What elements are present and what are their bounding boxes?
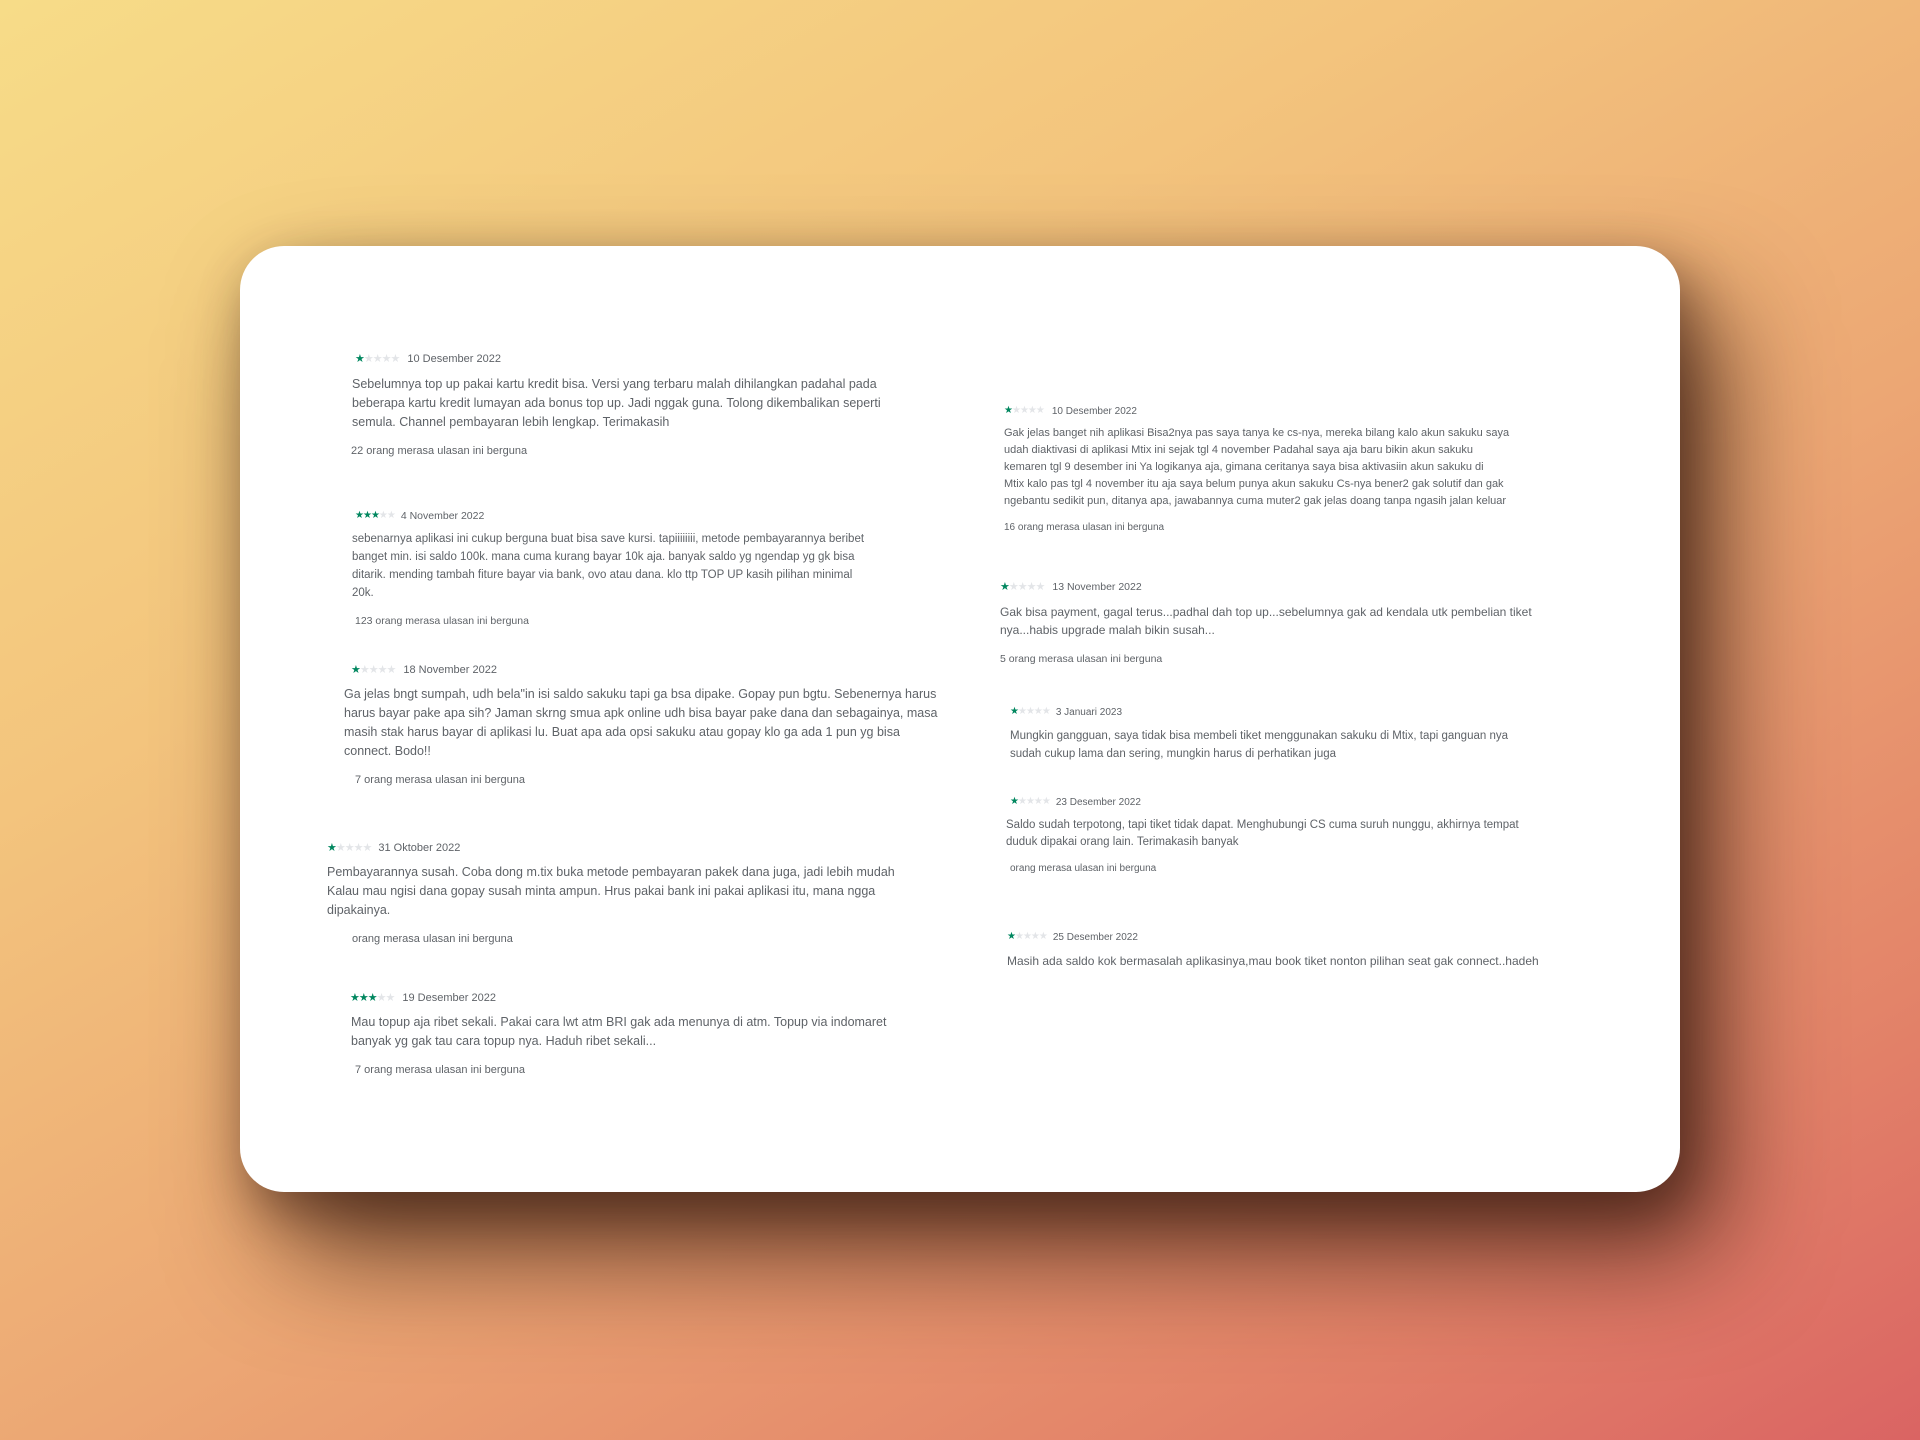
star-icon: ★ (1033, 796, 1042, 807)
star-rating (1010, 797, 1050, 807)
star-icon: ★ (355, 352, 364, 365)
helpful-count: 7 orang merasa ulasan ini berguna (355, 774, 526, 786)
star-icon: ★ (1022, 931, 1031, 942)
star-icon: ★ (386, 510, 395, 521)
review-text-line: udah diaktivasi di aplikasi Mtix ini sejak tgl 4 november Padahal saya aja baru bikin akun sakuku (1004, 444, 1473, 456)
review-text-line: ngebantu sedikit pun, ditanya apa, jawabannya cuma muter2 gak jelas doang tanpa ngasih jalan keluar (1004, 495, 1507, 507)
star-icon: ★ (1011, 405, 1020, 416)
review-meta (1010, 794, 1522, 810)
review-meta (1010, 704, 1532, 720)
review-card (1004, 403, 1552, 533)
review-meta (1000, 579, 1555, 595)
helpful-count: 7 orang merasa ulasan ini berguna (355, 1064, 526, 1076)
review-date: 23 Desember 2022 (1055, 796, 1141, 808)
review-card (1010, 704, 1532, 763)
review-text (352, 375, 881, 432)
star-rating (355, 354, 399, 365)
review-meta (1007, 929, 1552, 945)
star-icon: ★ (1041, 796, 1050, 807)
review-text-line: dipakainya. (327, 903, 391, 917)
star-icon: ★ (367, 991, 377, 1004)
review-text (344, 685, 938, 761)
review-date: 4 November 2022 (400, 510, 485, 522)
helpful-count: 123 orang merasa ulasan ini berguna (355, 615, 529, 627)
star-icon: ★ (1017, 796, 1026, 807)
review-text-line: 20k. (352, 587, 374, 599)
star-rating (355, 511, 395, 521)
star-icon: ★ (368, 663, 378, 676)
star-icon: ★ (363, 352, 373, 365)
star-icon: ★ (381, 352, 391, 365)
star-icon: ★ (1017, 580, 1027, 593)
review-card (1006, 794, 1522, 874)
review-card (327, 840, 895, 945)
review-card (352, 508, 865, 627)
review-card (1007, 929, 1552, 970)
review-text-line: Mungkin gangguan, saya tidak bisa membeli tiket menggunakan sakuku di Mtix, tapi ganguan nya (1010, 730, 1508, 742)
helpful-count: orang merasa ulasan ini berguna (1010, 863, 1157, 874)
star-icon: ★ (378, 510, 387, 521)
star-icon: ★ (1027, 405, 1036, 416)
helpful-count: 5 orang merasa ulasan ini berguna (1000, 653, 1163, 665)
review-text-line: Saldo sudah terpotong, tapi tiket tidak dapat. Menghubungi CS cuma suruh nunggu, akhirnya tempat (1006, 819, 1519, 831)
star-rating (351, 665, 395, 676)
review-meta (350, 990, 735, 1006)
review-text-line: Ga jelas bngt sumpah, udh bela"in isi saldo sakuku tapi ga bsa dipake. Gopay pun bgtu. Sebenernya harus (344, 687, 937, 701)
helpful-count: orang merasa ulasan ini berguna (352, 933, 513, 945)
review-meta (327, 840, 717, 856)
review-card (1000, 579, 1555, 665)
review-meta (1004, 403, 1552, 419)
star-icon: ★ (1038, 931, 1047, 942)
star-icon: ★ (390, 352, 400, 365)
review-text-line: banget min. isi saldo 100k. mana cuma kurang bayar 10k aja. banyak saldo yg ngendap yg gk bisa (352, 551, 855, 563)
review-text (352, 530, 865, 602)
star-rating (327, 843, 371, 854)
helpful-count: 16 orang merasa ulasan ini berguna (1004, 522, 1165, 533)
star-icon: ★ (350, 991, 359, 1004)
reviews-card (240, 246, 1680, 1192)
review-text-line: Kalau mau ngisi dana gopay susah minta ampun. Hrus pakai bank ini pakai aplikasi itu, mana ngga (327, 884, 876, 898)
star-icon: ★ (1007, 931, 1015, 942)
review-text-line: kemaren tgl 9 desember ini Ya logikanya aja, gimana ceritanya saya bisa aktivasiin akun sakuku di (1004, 461, 1484, 473)
star-icon: ★ (355, 510, 363, 521)
star-icon: ★ (335, 841, 345, 854)
star-icon: ★ (358, 991, 368, 1004)
review-meta (355, 351, 767, 367)
star-icon: ★ (1026, 580, 1036, 593)
review-date: 18 November 2022 (403, 664, 497, 676)
review-text (351, 1013, 887, 1051)
review-date: 3 Januari 2023 (1055, 706, 1123, 718)
star-icon: ★ (1041, 706, 1050, 717)
star-icon: ★ (359, 663, 369, 676)
review-text (327, 863, 895, 920)
review-card (351, 351, 881, 457)
review-text-line: sebenarnya aplikasi ini cukup berguna buat bisa save kursi. tapiiiiiiii, metode pembayarannya beribet (352, 533, 865, 545)
review-text-line: Gak jelas banget nih aplikasi Bisa2nya pas saya tanya ke cs-nya, mereka bilang kalo akun sakuku saya (1004, 427, 1510, 439)
review-text-line: Mtix kalo pas tgl 4 november itu aja saya belum punya akun sakuku Cs-nya bener2 gak solutif dan gak (1004, 478, 1504, 490)
star-icon: ★ (362, 841, 372, 854)
star-icon: ★ (1025, 796, 1034, 807)
review-meta (355, 508, 725, 524)
star-icon: ★ (351, 663, 360, 676)
review-text-line: nya...habis upgrade malah bikin susah... (1000, 623, 1215, 637)
star-icon: ★ (372, 352, 382, 365)
star-icon: ★ (327, 841, 336, 854)
review-text (1006, 817, 1522, 851)
review-text-line: semula. Channel pembayaran lebih lengkap. Terimakasih (352, 415, 670, 429)
star-icon: ★ (1035, 580, 1045, 593)
review-text-line: beberapa kartu kredit lumayan ada bonus top up. Jadi nggak guna. Tolong dikembalikan seperti (352, 396, 881, 410)
review-text-line: masih stak harus bayar di aplikasi lu. Buat apa ada opsi sakuku atau gopay klo ga ada 1 pun yg bisa (344, 725, 900, 739)
review-text (1004, 425, 1552, 510)
star-rating (1007, 932, 1047, 942)
review-date: 25 Desember 2022 (1052, 931, 1138, 943)
star-icon: ★ (1010, 706, 1018, 717)
review-text-line: banyak yg gak tau cara topup nya. Haduh ribet sekali... (351, 1034, 657, 1048)
star-icon: ★ (377, 663, 387, 676)
review-text-line: harus bayar pake apa sih? Jaman skrng smua apk online udh bisa bayar pake dana dan sebagainya, masa (344, 706, 938, 720)
review-meta (351, 662, 771, 678)
star-icon: ★ (1010, 796, 1018, 807)
star-rating (1004, 406, 1044, 416)
review-text (1007, 952, 1552, 970)
star-icon: ★ (1025, 706, 1034, 717)
star-icon: ★ (1033, 706, 1042, 717)
review-card (350, 990, 887, 1076)
star-icon: ★ (1035, 405, 1044, 416)
review-date: 10 Desember 2022 (1051, 405, 1137, 417)
review-text-line: sudah cukup lama dan sering, mungkin harus di perhatikan juga (1010, 748, 1337, 760)
star-icon: ★ (362, 510, 371, 521)
review-text-line: Masih ada saldo kok bermasalah aplikasinya,mau book tiket nonton pilihan seat gak connect..hadeh (1007, 954, 1539, 968)
star-icon: ★ (370, 510, 379, 521)
review-date: 19 Desember 2022 (402, 992, 496, 1004)
review-text-line: Mau topup aja ribet sekali. Pakai cara lwt atm BRI gak ada menunya di atm. Topup via indomaret (351, 1015, 887, 1029)
star-rating (350, 993, 394, 1004)
star-icon: ★ (376, 991, 386, 1004)
star-icon: ★ (1004, 405, 1012, 416)
review-text-line: Pembayarannya susah. Coba dong m.tix buka metode pembayaran pakek dana juga, jadi lebih mudah (327, 865, 895, 879)
review-card (344, 662, 938, 786)
star-rating (1000, 582, 1044, 593)
review-date: 10 Desember 2022 (407, 353, 501, 365)
star-icon: ★ (1008, 580, 1018, 593)
star-icon: ★ (1017, 706, 1026, 717)
review-text-line: duduk dipakai orang lain. Terimakasih banyak (1006, 836, 1239, 848)
star-icon: ★ (1030, 931, 1039, 942)
star-icon: ★ (344, 841, 354, 854)
review-text-line: ditarik. mending tambah fiture bayar via bank, ovo atau dana. klo ttp TOP UP kasih pilihan minimal (352, 569, 853, 581)
review-text-line: Sebelumnya top up pakai kartu kredit bisa. Versi yang terbaru malah dihilangkan padahal pada (352, 377, 877, 391)
star-icon: ★ (1000, 580, 1009, 593)
helpful-count: 22 orang merasa ulasan ini berguna (351, 445, 528, 457)
star-rating (1010, 707, 1050, 717)
star-icon: ★ (386, 663, 396, 676)
review-text-line: Gak bisa payment, gagal terus...padhal dah top up...sebelumnya gak ad kendala utk pembelian tiket (1000, 605, 1532, 619)
review-text (1010, 727, 1532, 763)
star-icon: ★ (1014, 931, 1023, 942)
review-text (1000, 603, 1555, 639)
star-icon: ★ (353, 841, 363, 854)
star-icon: ★ (1019, 405, 1028, 416)
star-icon: ★ (385, 991, 395, 1004)
review-date: 13 November 2022 (1052, 581, 1142, 593)
review-text-line: connect. Bodo!! (344, 744, 431, 758)
review-date: 31 Oktober 2022 (378, 842, 461, 854)
